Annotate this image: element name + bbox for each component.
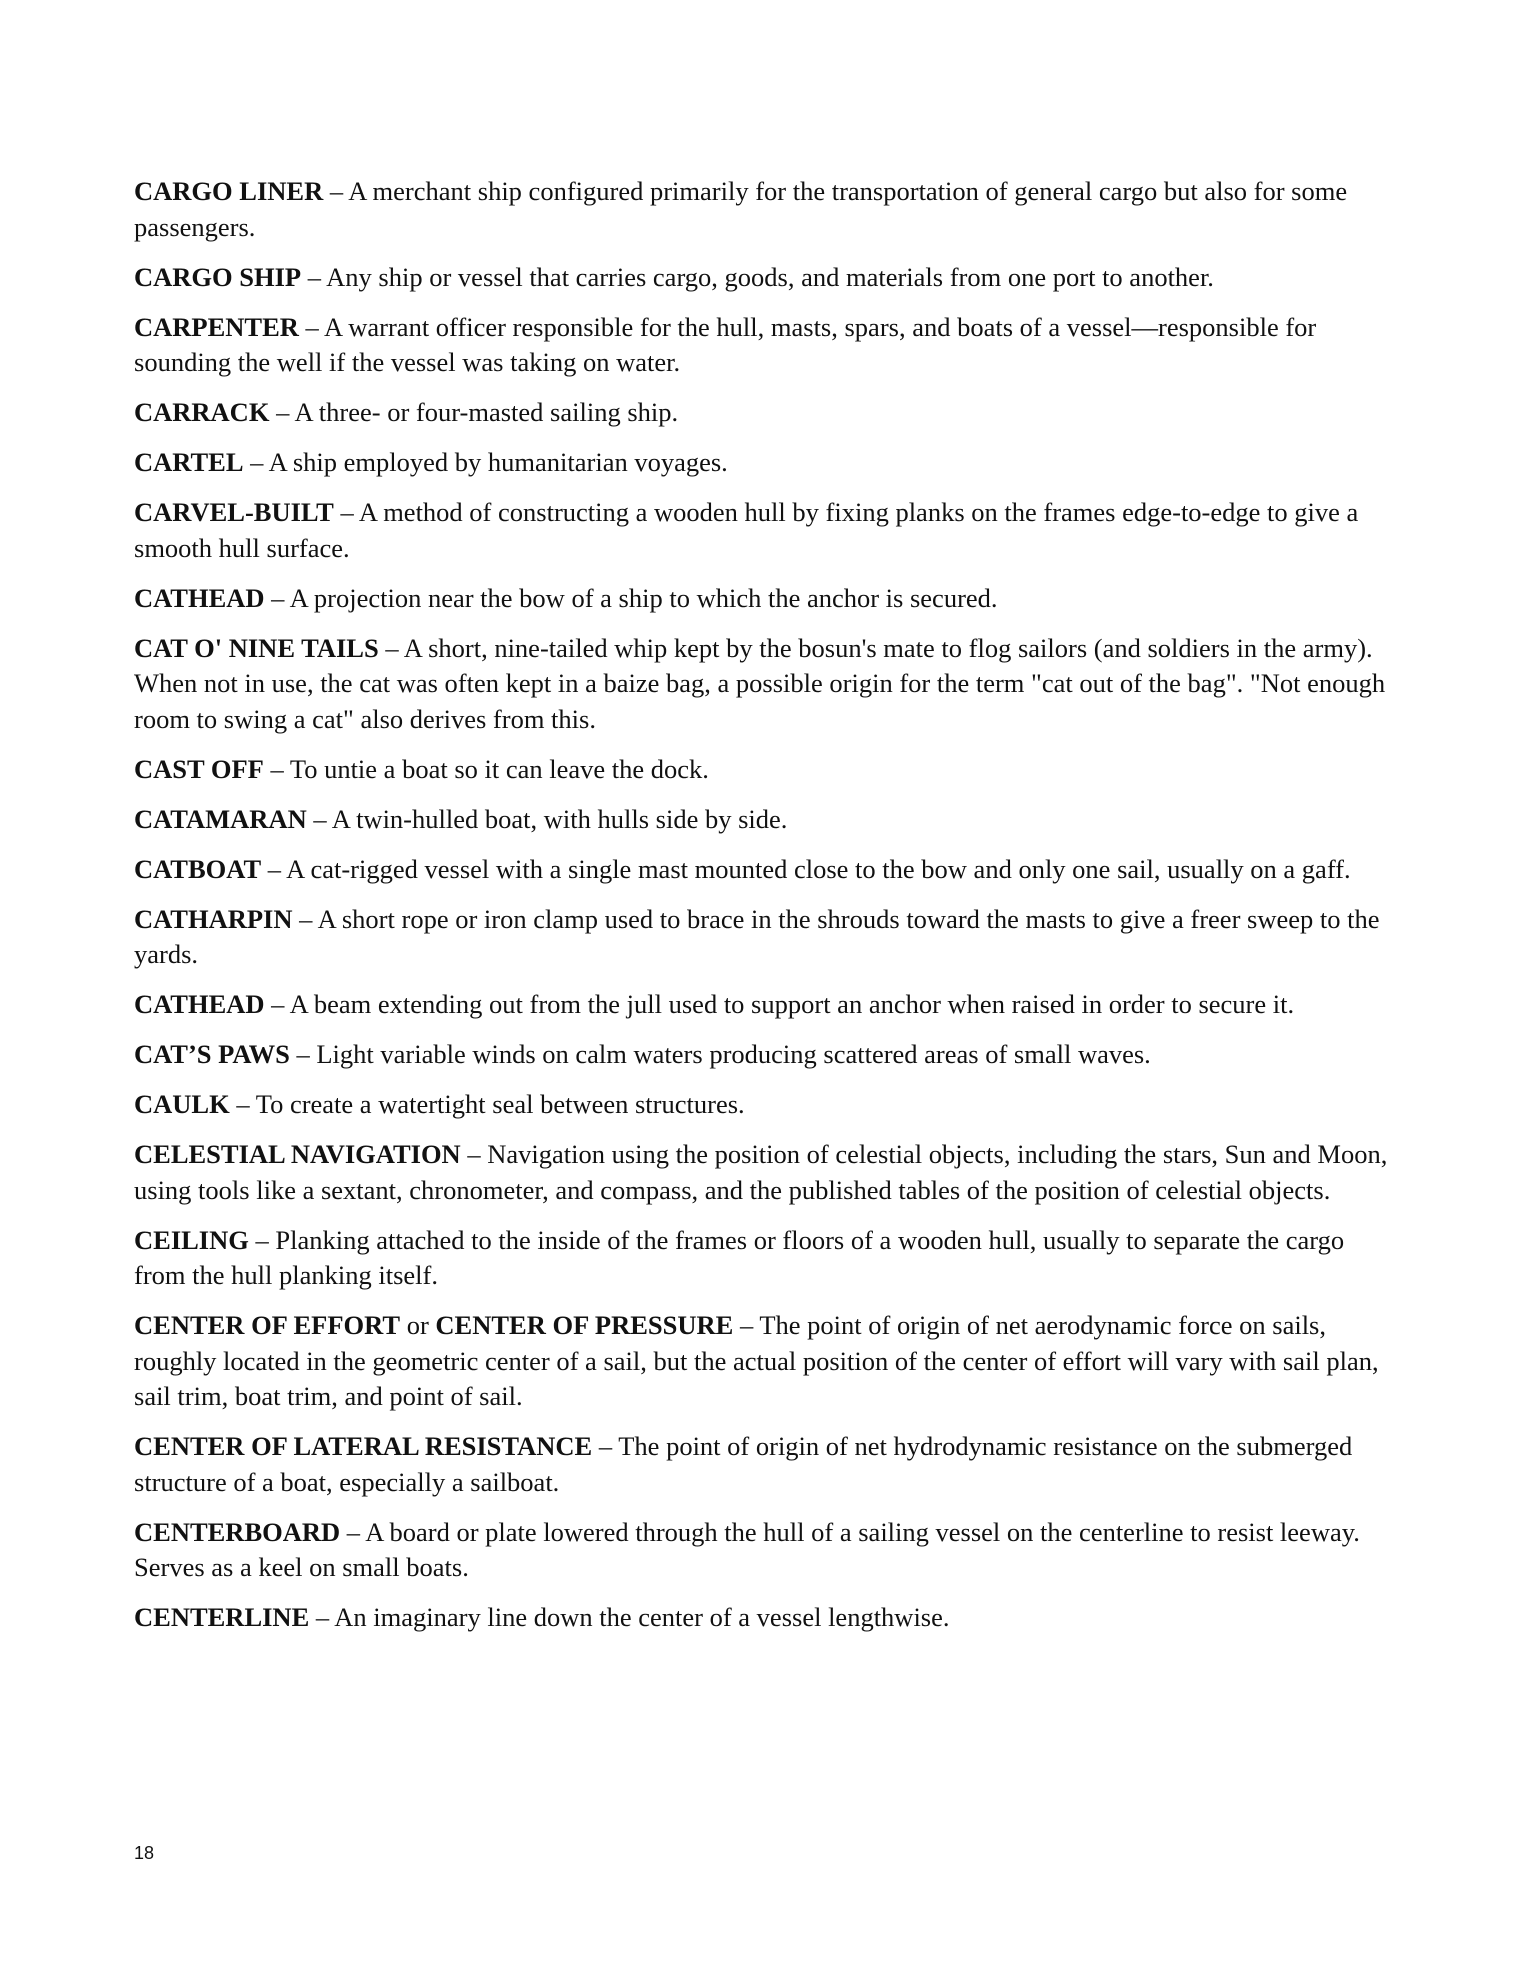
entry-definition: A twin-hulled boat, with hulls side by side. — [331, 803, 788, 834]
entry-term: CATHARPIN — [134, 903, 293, 934]
glossary-entry — [134, 174, 1390, 245]
glossary-entry — [134, 852, 1390, 888]
entry-term: CELESTIAL NAVIGATION — [134, 1139, 461, 1169]
entry-term: CARGO SHIP — [134, 261, 302, 292]
entry-definition: The point of origin of net hydrodynamic resistance on the submerged structure of a boat, especially a sailboat. — [134, 1431, 1353, 1497]
entry-definition: Planking attached to the inside of the frames or floors of a wooden hull, usually to separate the cargo from the hull planking itself. — [134, 1224, 1345, 1290]
entry-definition: A short rope or iron clamp used to brace in the shrouds toward the masts to give a freer sweep to the yards. — [134, 903, 1380, 969]
glossary-entry — [134, 752, 1390, 788]
entry-separator: – — [309, 1602, 335, 1632]
glossary-entry — [134, 581, 1390, 617]
entry-separator: – — [592, 1431, 619, 1461]
entry-term: CEILING — [134, 1224, 249, 1255]
entry-separator: – — [289, 1039, 317, 1069]
term-connector: or — [406, 1310, 429, 1340]
entry-separator: – — [261, 853, 287, 884]
entry-definition: A projection near the bow of a ship to which the anchor is secured. — [289, 582, 998, 613]
entry-term: CARGO LINER — [134, 176, 324, 206]
entry-definition: The point of origin of net aerodynamic force on sails, roughly located in the geometric center of a sail, but the actual position of the center of effort will vary with sail plan, sail trim, boat trim, and point of sail. — [134, 1310, 1379, 1411]
entry-definition: A three- or four-masted sailing ship. — [294, 397, 679, 427]
glossary-entry — [134, 902, 1390, 973]
entry-separator: – — [301, 261, 327, 292]
entry-separator: – — [248, 1224, 276, 1255]
glossary-entry — [134, 987, 1390, 1023]
glossary-entry — [134, 631, 1390, 738]
entry-separator: – — [264, 582, 290, 613]
glossary-entry — [134, 260, 1390, 296]
entry-definition: A short, nine-tailed whip kept by the bosun's mate to flog sailors (and soldiers in the army). When not in use, the cat was often kept in a baize bag, a possible origin for the term "cat out of the bag". "Not enough room to swing a cat" also derives from this. — [134, 632, 1386, 734]
entry-definition: Any ship or vessel that carries cargo, goods, and materials from one port to another. — [326, 261, 1214, 292]
glossary-entry — [134, 310, 1390, 381]
entry-separator: – — [333, 497, 359, 527]
entry-definition: A method of constructing a wooden hull by fixing planks on the frames edge-to-edge to give a smooth hull surface. — [134, 497, 1359, 563]
glossary-entry — [134, 1600, 1390, 1636]
entry-separator: – — [378, 632, 404, 663]
entry-separator: – — [229, 1089, 256, 1119]
glossary-entry — [134, 802, 1390, 838]
entry-definition: To create a watertight seal between structures. — [255, 1089, 745, 1119]
entry-term: CARVEL-BUILT — [134, 497, 334, 527]
entry-definition: An imaginary line down the center of a vessel lengthwise. — [334, 1602, 950, 1632]
glossary-entry — [134, 1087, 1390, 1123]
entry-term: CATHEAD — [134, 989, 265, 1019]
entry-term: CENTERBOARD — [134, 1516, 341, 1547]
entry-term: CARRACK — [134, 397, 270, 427]
entry-separator: – — [269, 397, 295, 427]
entry-term: CATBOAT — [134, 853, 262, 884]
entry-definition: A warrant officer responsible for the hull, masts, spars, and boats of a vessel—responsible for sounding the well if the vessel was taking on water. — [134, 311, 1317, 377]
entry-term: CATHEAD — [134, 582, 265, 613]
entry-separator: – — [306, 803, 332, 834]
entry-separator: – — [340, 1516, 366, 1547]
entry-term: CAULK — [134, 1089, 230, 1119]
entry-separator: – — [298, 311, 324, 342]
glossary-entry — [134, 395, 1390, 431]
glossary-entry — [134, 1429, 1390, 1500]
entry-separator: – — [292, 903, 318, 934]
glossary-entry — [134, 445, 1390, 481]
entry-definition: A merchant ship configured primarily for the transportation of general cargo but also for some passengers. — [134, 176, 1348, 242]
entry-term: CARPENTER — [134, 311, 299, 342]
glossary-entry — [134, 1515, 1390, 1586]
entry-separator: – — [263, 753, 290, 784]
glossary-entry — [134, 495, 1390, 566]
entry-definition: A cat-rigged vessel with a single mast mounted close to the bow and only one sail, usually on a gaff. — [286, 853, 1351, 884]
entry-definition: Navigation using the position of celestial objects, including the stars, Sun and Moon, using tools like a sextant, chronometer, and compass, and the published tables of the position of celestial objects. — [134, 1139, 1388, 1205]
glossary-entry — [134, 1223, 1390, 1294]
glossary-entry — [134, 1308, 1390, 1415]
entry-separator: – — [460, 1139, 488, 1169]
entry-separator: – — [264, 989, 290, 1019]
glossary-entry — [134, 1137, 1390, 1208]
page-number: 18 — [134, 1843, 155, 1863]
entry-term: CENTER OF EFFORT — [134, 1310, 401, 1340]
entry-separator: – — [733, 1310, 760, 1340]
entry-term: CAST OFF — [134, 753, 264, 784]
entry-term: CAT O' NINE TAILS — [134, 632, 379, 663]
entry-term: CATAMARAN — [134, 803, 307, 834]
entry-term: CARTEL — [134, 447, 244, 477]
entry-term: CENTERLINE — [134, 1602, 310, 1632]
entry-definition: A beam extending out from the jull used to support an anchor when raised in order to secure it. — [289, 989, 1295, 1019]
entry-term: CENTER OF LATERAL RESISTANCE — [134, 1431, 593, 1461]
entry-definition: A ship employed by humanitarian voyages. — [268, 447, 728, 477]
entry-definition: Light variable winds on calm waters producing scattered areas of small waves. — [316, 1039, 1151, 1069]
entry-definition: A board or plate lowered through the hull of a sailing vessel on the centerline to resist leeway. Serves as a keel on small boats. — [134, 1516, 1360, 1582]
entry-separator: – — [323, 176, 349, 206]
entry-term-alt: CENTER OF PRESSURE — [435, 1310, 734, 1340]
glossary-entry — [134, 1037, 1390, 1073]
entry-separator: – — [243, 447, 269, 477]
entry-term: CAT’S PAWS — [134, 1039, 290, 1069]
glossary-entries — [134, 174, 1390, 1650]
entry-definition: To untie a boat so it can leave the dock. — [289, 753, 709, 784]
